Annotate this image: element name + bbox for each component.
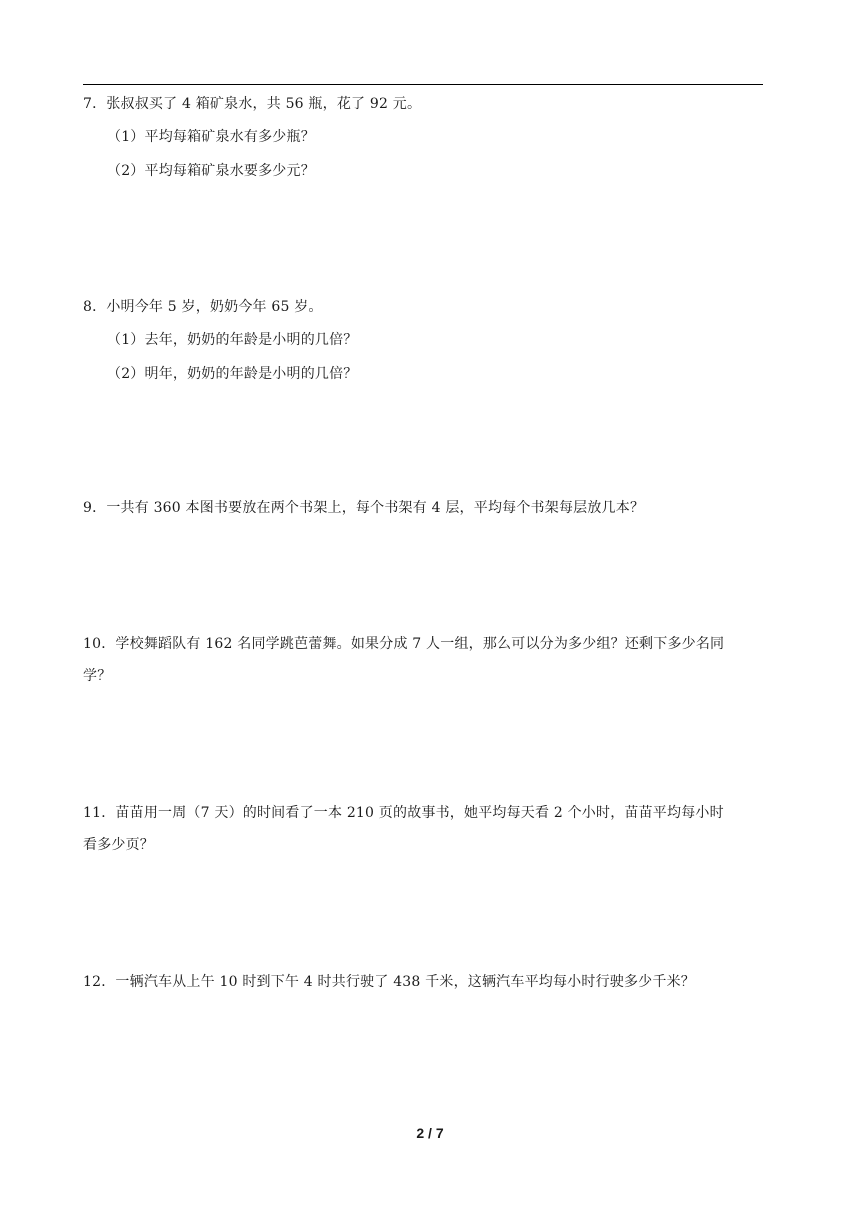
question-8 — [83, 291, 783, 391]
question-11 — [83, 797, 783, 861]
question-12-text — [83, 966, 783, 998]
question-7-sub-2: （2）平均每箱矿泉水要多少元？ — [107, 163, 315, 179]
question-9-text — [83, 492, 783, 524]
question-10-text-cont: 学？ — [83, 668, 112, 684]
question-line: 小明今年 5 岁，奶奶今年 65 岁。 — [106, 299, 323, 315]
question-line: 学校舞蹈队有 162 名同学跳芭蕾舞。如果分成 7 人一组，那么可以分为多少组？还剩下多少名同 — [115, 636, 725, 652]
question-number: 11． — [83, 805, 116, 821]
question-number: 10． — [83, 636, 116, 652]
question-10-text — [83, 628, 783, 660]
question-8-sub-2: （2）明年，奶奶的年龄是小明的几倍？ — [107, 366, 358, 382]
question-12 — [83, 966, 783, 998]
page-number: 2 / 7 — [416, 1125, 444, 1141]
question-9 — [83, 492, 783, 524]
question-number: 8． — [83, 299, 107, 315]
question-line: 一共有 360 本图书要放在两个书架上，每个书架有 4 层，平均每个书架每层放几本？ — [106, 500, 645, 516]
question-8-sub-1: （1）去年，奶奶的年龄是小明的几倍？ — [107, 332, 358, 348]
question-line: 苗苗用一周（7 天）的时间看了一本 210 页的故事书，她平均每天看 2 个小时，苗苗平均每小时 — [115, 805, 724, 821]
question-7-text — [83, 88, 783, 120]
question-7 — [83, 88, 783, 188]
question-11-text-cont: 看多少页？ — [83, 837, 154, 853]
question-number: 7． — [83, 96, 107, 112]
question-line: 张叔叔买了 4 箱矿泉水，共 56 瓶，花了 92 元。 — [106, 96, 422, 112]
question-number: 12． — [83, 974, 116, 990]
question-10 — [83, 628, 783, 692]
question-8-text — [83, 291, 783, 323]
header-rule — [83, 84, 763, 85]
question-number: 9． — [83, 500, 107, 516]
question-11-text — [83, 797, 783, 829]
question-7-sub-1: （1）平均每箱矿泉水有多少瓶？ — [107, 129, 315, 145]
question-line: 一辆汽车从上午 10 时到下午 4 时共行驶了 438 千米，这辆汽车平均每小时行驶多少千米？ — [115, 974, 695, 990]
